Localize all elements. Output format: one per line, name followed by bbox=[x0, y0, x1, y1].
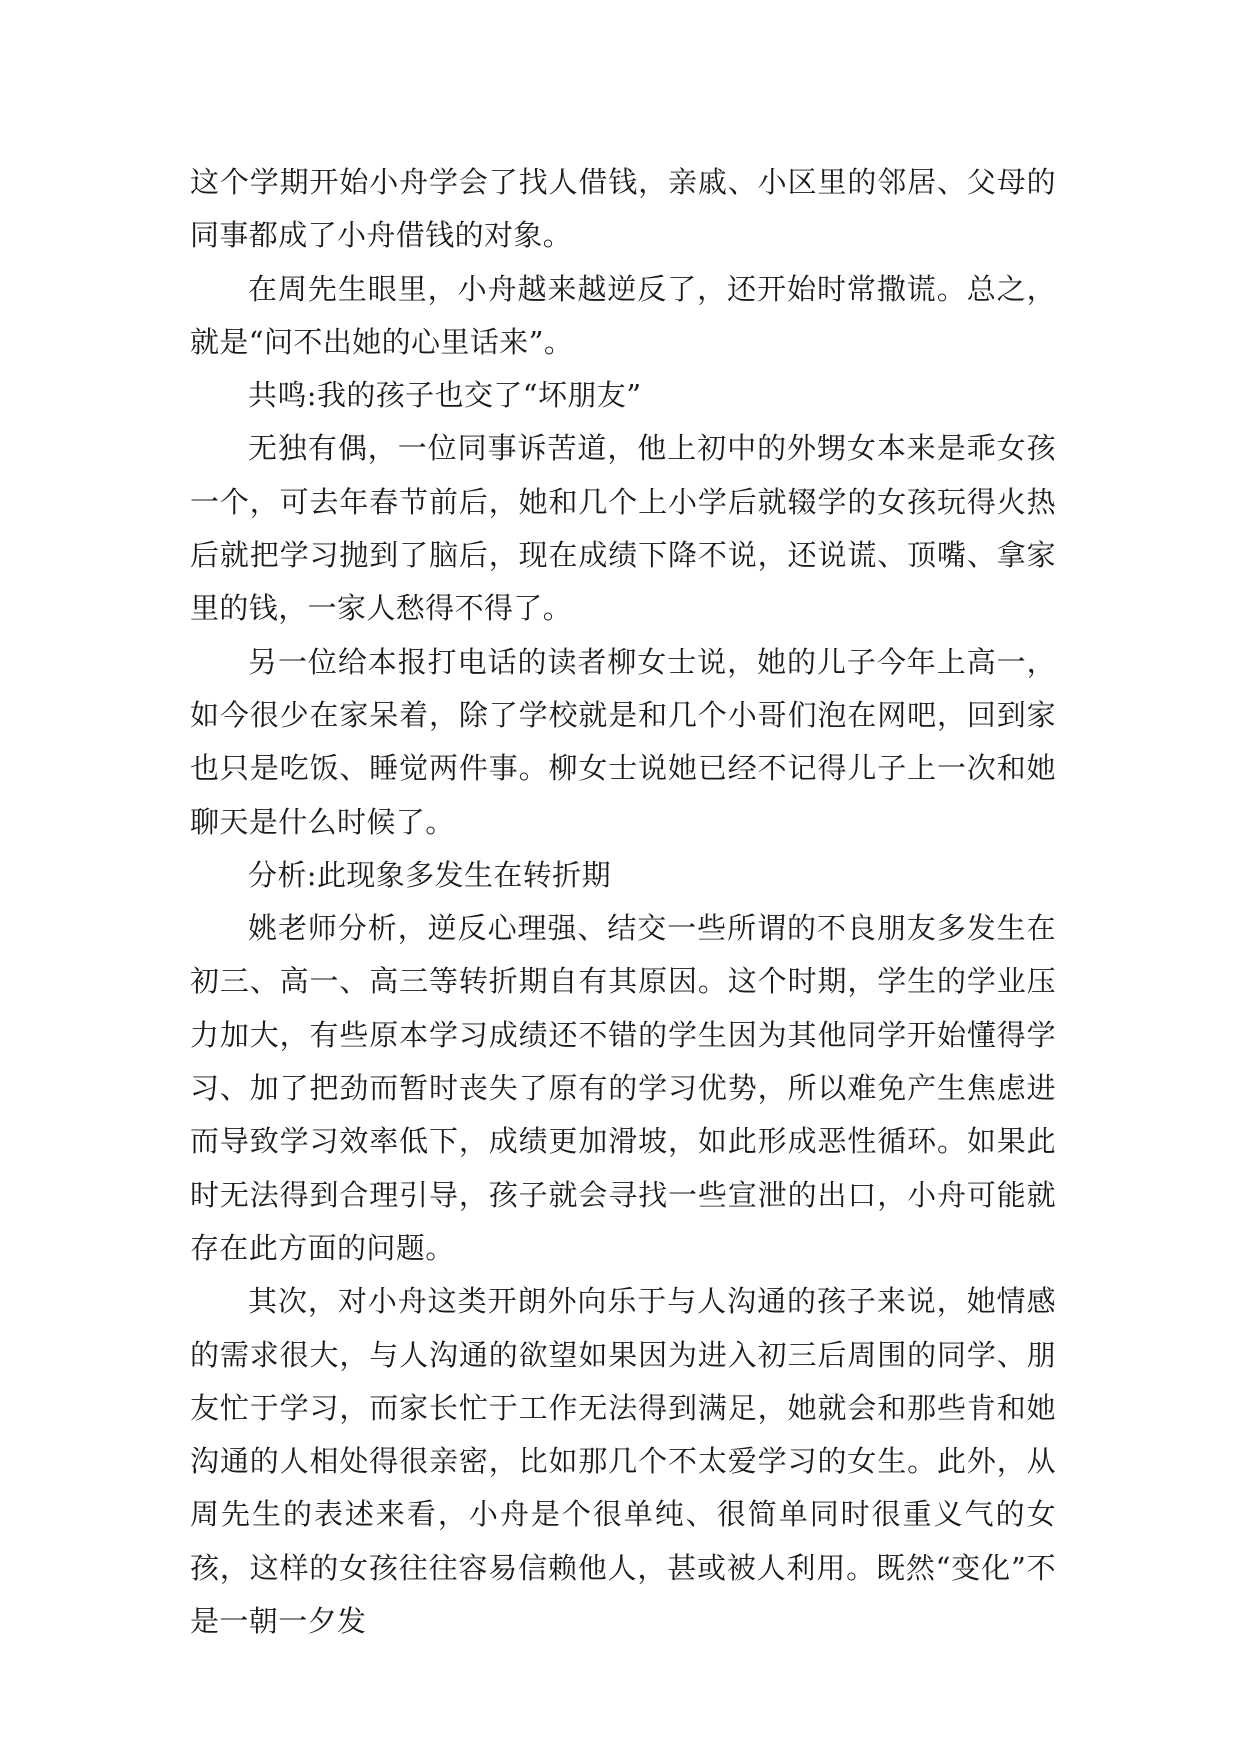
paragraph: 在周先生眼里，小舟越来越逆反了，还开始时常撒谎。总之，就是“问不出她的心里话来”。 bbox=[190, 271, 1056, 359]
paragraph: 姚老师分析，逆反心理强、结交一些所谓的不良朋友多发生在初三、高一、高三等转折期自有其原因。这个时期，学生的学业压力加大，有些原本学习成绩还不错的学生因为其他同学开始懂得学习、加了把劲而暂时丧失了原有的学习优势，所以难免产生焦虑进而导致学习效率低下，成绩更加滑坡，如此形成恶性循环。如果此时无法得到合理引导，孩子就会寻找一些宣泄的出口，小舟可能就存在此方面的问题。 bbox=[190, 911, 1056, 1265]
paragraph: 另一位给本报打电话的读者柳女士说，她的儿子今年上高一，如今很少在家呆着，除了学校就是和几个小哥们泡在网吧，回到家也只是吃饭、睡觉两件事。柳女士说她已经不记得儿子上一次和她聊天是什么时候了。 bbox=[190, 644, 1056, 839]
paragraph: 其次，对小舟这类开朗外向乐于与人沟通的孩子来说，她情感的需求很大，与人沟通的欲望如果因为进入初三后周围的同学、朋友忙于学习，而家长忙于工作无法得到满足，她就会和那些肯和她沟通的人相处得很亲密，比如那几个不太爱学习的女生。此外，从周先生的表述来看，小舟是个很单纯、很简单同时很重义气的女孩，这样的女孩往往容易信赖他人，甚或被人利用。既然“变化”不是一朝一夕发 bbox=[190, 1284, 1056, 1639]
section-heading-resonance: 共鸣:我的孩子也交了“坏朋友” bbox=[248, 378, 642, 413]
section-heading-analysis: 分析:此现象多发生在转折期 bbox=[248, 857, 611, 892]
article-body bbox=[190, 156, 1056, 1648]
paragraph: 无独有偶，一位同事诉苦道，他上初中的外甥女本来是乖女孩一个，可去年春节前后，她和几个上小学后就辍学的女孩玩得火热后就把学习抛到了脑后，现在成绩下降不说，还说谎、顶嘴、拿家里的钱，一家人愁得不得了。 bbox=[190, 431, 1056, 626]
paragraph-continuation: 这个学期开始小舟学会了找人借钱，亲戚、小区里的邻居、父母的同事都成了小舟借钱的对象。 bbox=[190, 165, 1056, 253]
